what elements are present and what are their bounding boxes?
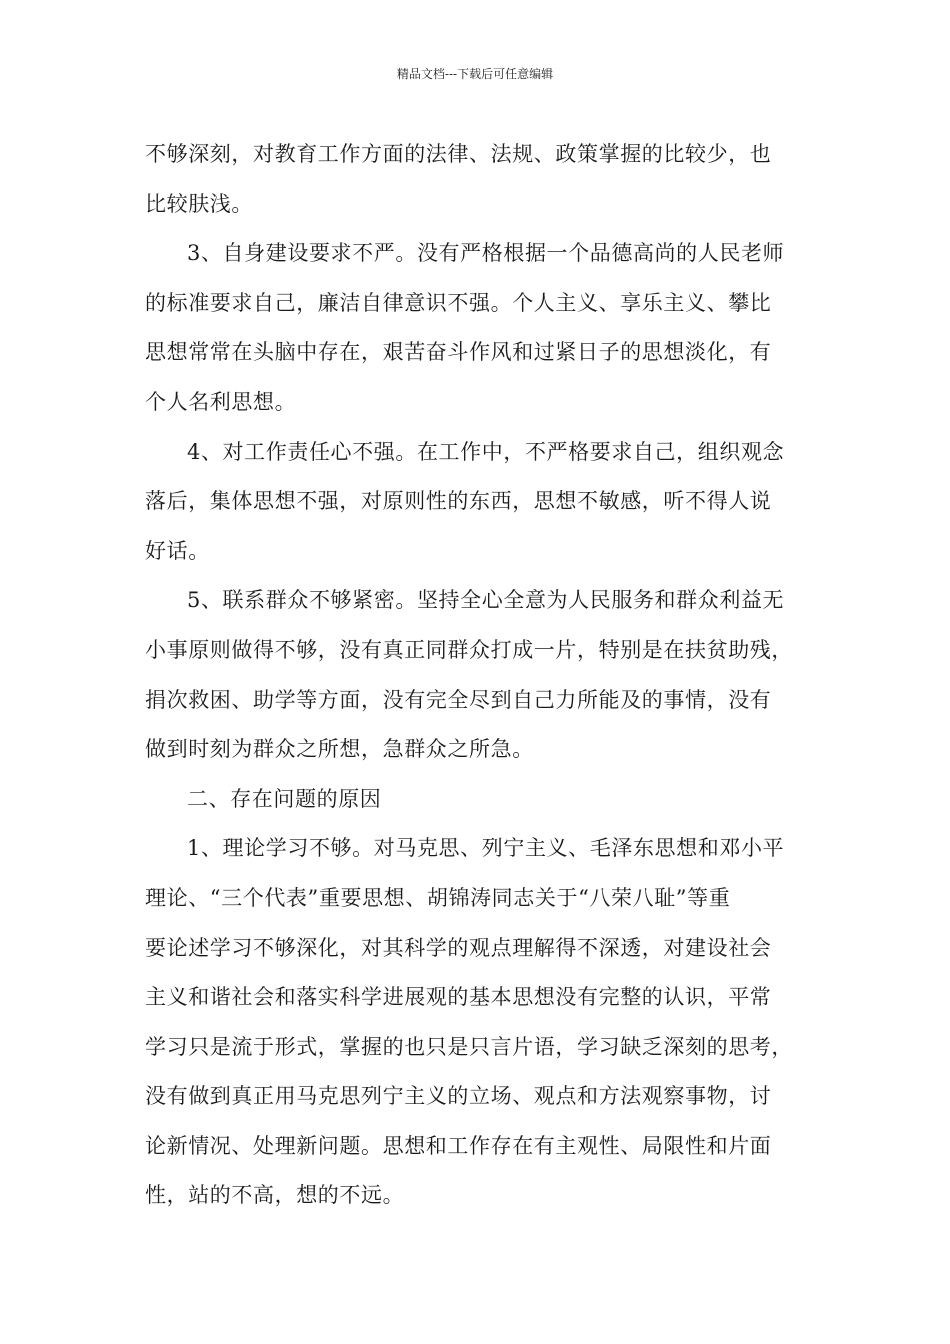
text-line: 学习只是流于形式，掌握的也只是只言片语，学习缺乏深刻的思考， xyxy=(145,1034,793,1059)
text-line: 不够深刻，对教育工作方面的法律、法规、政策掌握的比较少，也 xyxy=(145,142,772,166)
paragraph-start-line: 5、联系群众不够紧密。坚持全心全意为人民服务和群众利益无 xyxy=(187,588,785,613)
page-header: 精品文档---下载后可任意编辑 xyxy=(396,67,554,81)
text-line: 性，站的不高，想的不远。 xyxy=(145,1183,405,1208)
text-line: 的标准要求自己，廉洁自律意识不强。个人主义、享乐主义、攀比 xyxy=(145,290,772,315)
text-line: 要论述学习不够深化，对其科学的观点理解得不深透，对建设社会 xyxy=(145,935,772,960)
text-line: 主义和谐社会和落实科学进展观的基本思想没有完整的认识，平常 xyxy=(145,985,772,1010)
paragraph-start-line: 4、对工作责任心不强。在工作中，不严格要求自己，组织观念 xyxy=(187,439,785,464)
text-line: 好话。 xyxy=(145,538,210,563)
text-line: 个人名利思想。 xyxy=(145,389,297,414)
paragraph-start-line: 1、理论学习不够。对马克思、列宁主义、毛泽东思想和邓小平 xyxy=(187,836,785,861)
text-line: 落后，集体思想不强，对原则性的东西，思想不敏感，听不得人说 xyxy=(145,489,772,514)
text-line: 理论、“三个代表”重要思想、胡锦涛同志关于“八荣八耻”等重 xyxy=(145,885,731,910)
document-body xyxy=(145,130,810,1221)
text-line: 捐次救困、助学等方面，没有完全尽到自己力所能及的事情，没有 xyxy=(145,687,772,712)
text-line: 小事原则做得不够，没有真正同群众打成一片，特别是在扶贫助残， xyxy=(145,637,793,662)
text-line: 比较肤浅。 xyxy=(145,191,253,216)
text-line: 做到时刻为群众之所想，急群众之所急。 xyxy=(145,737,534,762)
text-line: 没有做到真正用马克思列宁主义的立场、观点和方法观察事物，讨 xyxy=(145,1084,772,1109)
paragraph-start-line: 3、自身建设要求不严。没有严格根据一个品德高尚的人民老师 xyxy=(187,241,785,266)
text-line: 思想常常在头脑中存在，艰苦奋斗作风和过紧日子的思想淡化，有 xyxy=(145,340,772,365)
text-line: 论新情况、处理新问题。思想和工作存在有主观性、局限性和片面 xyxy=(145,1133,772,1158)
section-heading: 二、存在问题的原因 xyxy=(187,786,382,811)
